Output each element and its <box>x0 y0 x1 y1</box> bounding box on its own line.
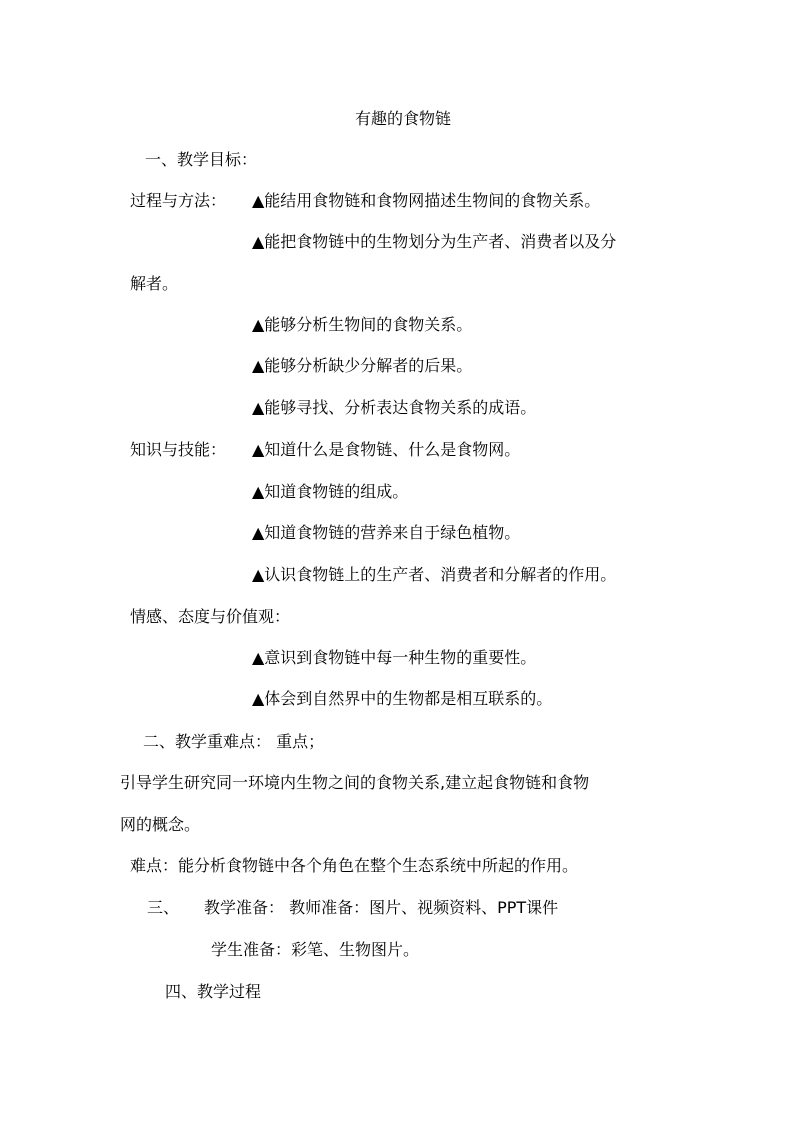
objective-item: ▲能结用食物链和食物网描述生物间的食物关系。 <box>252 191 601 210</box>
objective-item: ▲能够寻找、分析表达食物关系的成语。 <box>252 398 537 417</box>
student-preparation: 学生准备：彩笔、生物图片。 <box>211 940 420 959</box>
objective-item: ▲能够分析缺少分解者的后果。 <box>252 356 473 375</box>
key-point-text-continuation: 网的概念。 <box>120 815 201 834</box>
section-heading-objectives: 一、教学目标： <box>145 150 258 169</box>
label-process-method: 过程与方法： <box>130 191 227 210</box>
emotion-item: ▲意识到食物链中每一种生物的重要性。 <box>252 648 537 667</box>
section-heading-preparation: 教学准备： 教师准备：图片、视频资料、PPT课件 <box>204 898 559 917</box>
label-knowledge-skills: 知识与技能： <box>130 440 227 459</box>
emotion-item: ▲体会到自然界中的生物都是相互联系的。 <box>252 689 553 708</box>
difficulty-text: 难点：能分析食物链中各个角色在整个生态系统中所起的作用。 <box>130 856 579 875</box>
knowledge-item: ▲知道食物链的组成。 <box>252 482 409 501</box>
key-point-text: 引导学生研究同一环境内生物之间的食物关系,建立起食物链和食物 <box>120 773 590 792</box>
objective-item: ▲能够分析生物间的食物关系。 <box>252 315 473 334</box>
knowledge-item: ▲认识食物链上的生产者、消费者和分解者的作用。 <box>252 565 617 584</box>
page-title: 有趣的食物链 <box>355 109 452 128</box>
section-heading-process: 四、教学过程 <box>165 982 262 1001</box>
objective-item-continuation: 解者。 <box>130 274 179 293</box>
knowledge-item: ▲知道食物链的营养来自于绿色植物。 <box>252 523 521 542</box>
knowledge-item: ▲知道什么是食物链、什么是食物网。 <box>252 440 521 459</box>
section-heading-key-points: 二、教学重难点： 重点； <box>143 732 325 751</box>
section-heading-preparation-number: 三、 <box>147 898 180 917</box>
label-emotion-attitude-values: 情感、态度与价值观： <box>130 607 291 626</box>
objective-item: ▲能把食物链中的生物划分为生产者、消费者以及分 <box>252 232 617 251</box>
